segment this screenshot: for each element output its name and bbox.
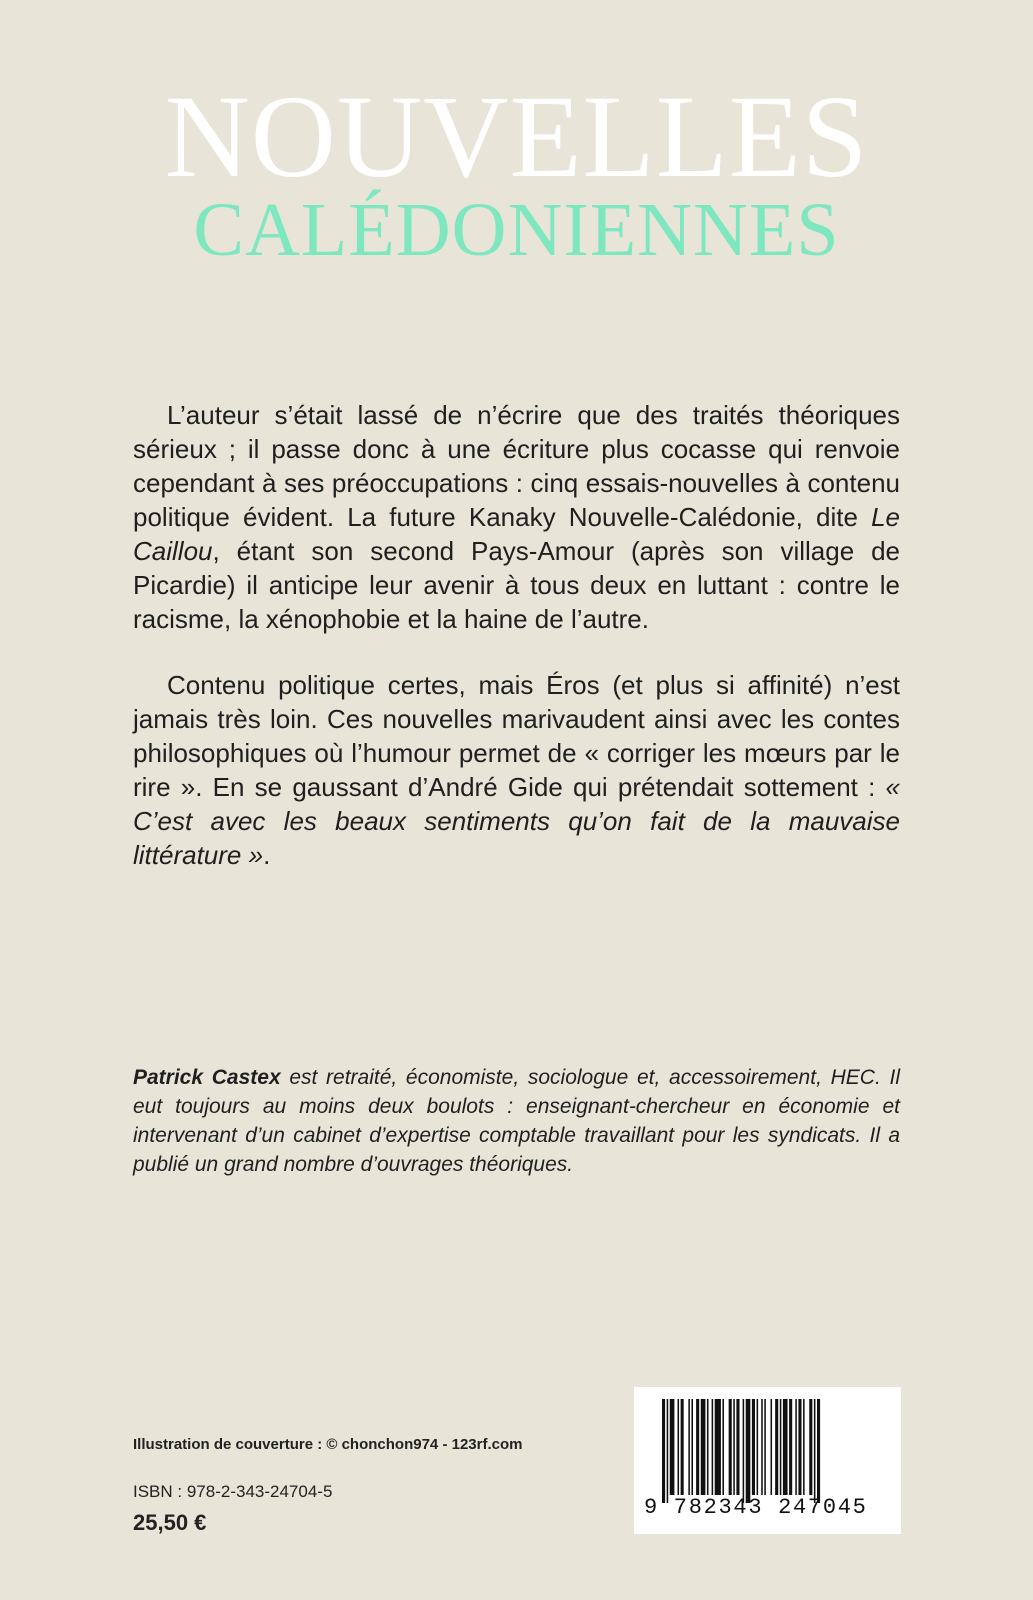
barcode-bar <box>715 1399 721 1495</box>
barcode-bar <box>757 1399 759 1495</box>
barcode-bar <box>722 1399 724 1495</box>
author-bio-text: est retraité, économiste, sociologue et, accessoirement, HEC. Il eut toujours au moins deux boulots : enseignant-chercheur en économie et intervenant d’un cabinet d’expertise comptable travaillant pour les syndicats. Il a publié un grand nombre d’ouvrages théoriques. <box>133 1066 900 1176</box>
author-bio <box>133 1063 900 1179</box>
barcode-bar <box>662 1399 665 1503</box>
illustration-credit: Illustration de couverture : © chonchon974 - 123rf.com <box>133 1436 523 1453</box>
barcode-bar <box>795 1399 797 1495</box>
barcode-bar <box>775 1399 778 1495</box>
blurb-paragraph-1 <box>133 398 900 636</box>
barcode-bar <box>691 1399 693 1495</box>
blurb-p2-text-b: . <box>263 840 271 870</box>
barcode-bar <box>670 1399 675 1495</box>
barcode-bar <box>809 1399 812 1495</box>
barcode-bar <box>746 1399 751 1503</box>
barcode-bar <box>798 1399 801 1495</box>
blurb-p1-text-b: , étant son second Pays-Amour (après son village de Picardie) il anticipe leur avenir à tous deux en luttant : contre le racisme, la xénophobie et la haine de l’autre. <box>133 536 900 634</box>
barcode-bar <box>696 1399 699 1495</box>
barcode-bar <box>743 1399 745 1503</box>
barcode-bar <box>771 1399 773 1495</box>
blurb-paragraph-2 <box>133 668 900 872</box>
barcode-bar <box>789 1399 792 1495</box>
barcode <box>634 1387 901 1534</box>
barcode-bar <box>733 1399 735 1495</box>
barcode-bar <box>764 1399 766 1495</box>
barcode-bar <box>701 1399 706 1495</box>
barcode-bar <box>814 1399 816 1503</box>
cover-title-line1: NOUVELLES <box>164 71 869 202</box>
barcode-bar <box>752 1399 755 1495</box>
author-name: Patrick Castex <box>133 1066 281 1089</box>
barcode-bar <box>761 1399 763 1495</box>
barcode-bar <box>780 1399 782 1495</box>
barcode-bar <box>803 1399 805 1495</box>
barcode-bar <box>707 1399 709 1495</box>
barcode-bar <box>729 1399 732 1495</box>
barcode-digits: 9 782343 247045 <box>644 1495 868 1520</box>
barcode-bar <box>817 1399 820 1503</box>
barcode-bar <box>688 1399 690 1495</box>
cover-title-line2: CALÉDONIENNES <box>193 188 840 272</box>
blurb-p1-italic: Le Caillou <box>133 502 900 566</box>
barcode-bar <box>783 1399 788 1495</box>
barcode-bar <box>667 1399 669 1503</box>
back-cover-blurb <box>133 398 900 872</box>
barcode-bar <box>736 1399 739 1495</box>
barcode-bar <box>678 1399 680 1495</box>
price: 25,50 € <box>133 1510 207 1535</box>
barcode-bar <box>712 1399 714 1495</box>
blurb-p2-italic: « C’est avec les beaux sentiments qu’on fait de la mauvaise littérature » <box>133 772 900 870</box>
isbn: ISBN : 978-2-343-24704-5 <box>133 1482 333 1501</box>
blurb-p1-text-a: L’auteur s’était lassé de n’écrire que des traités théoriques sérieux ; il passe donc à une écriture plus cocasse qui renvoie cependant à ses préoccupations : cinq essais-nouvelles à contenu politique évident. La future Kanaky Nouvelle-Calédonie, dite <box>133 400 900 532</box>
barcode-bar <box>681 1399 684 1495</box>
blurb-p2-text-a: Contenu politique certes, mais Éros (et plus si affinité) n’est jamais très loin. Ces nouvelles marivaudent ainsi avec les contes philosophiques où l’humour permet de « corriger les mœurs par le rire ». En se gaussant d’André Gide qui prétendait sottement : <box>133 670 900 802</box>
